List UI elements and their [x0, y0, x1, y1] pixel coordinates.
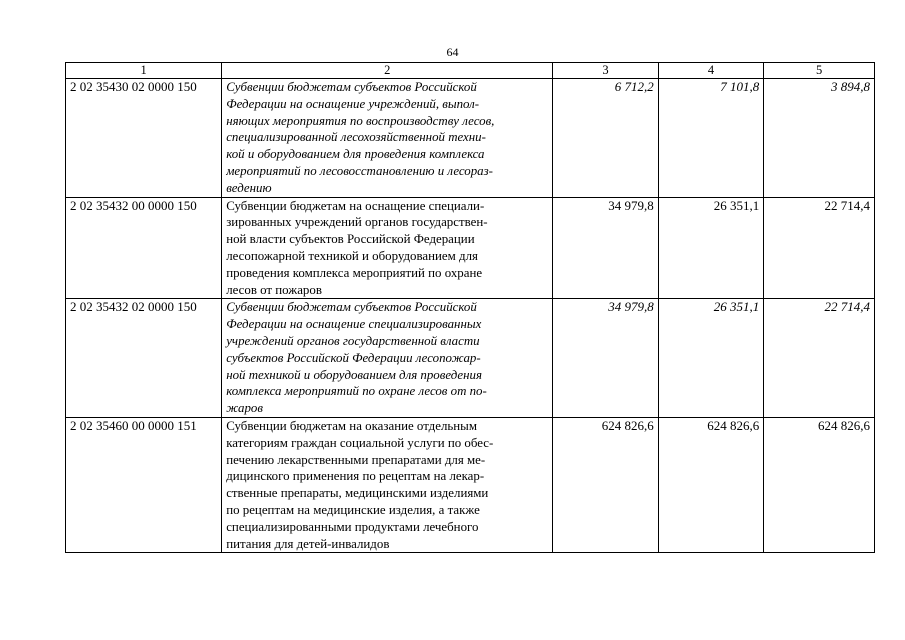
description-line: ведению [226, 180, 272, 195]
value-col-5: 22 714,4 [764, 197, 875, 299]
description-line: категориям граждан социальной услуги по обес- [226, 435, 494, 450]
description-line: субъектов Российской Федерации лесопожар- [226, 350, 481, 365]
description [222, 197, 553, 299]
budget-code: 2 02 35430 02 0000 150 [66, 79, 222, 198]
value-col-3: 6 712,2 [553, 79, 659, 198]
budget-code: 2 02 35432 00 0000 150 [66, 197, 222, 299]
value-col-3: 624 826,6 [553, 417, 659, 552]
description-line: Субвенции бюджетам субъектов Российской [226, 80, 477, 94]
description-line: Субвенции бюджетам на оказание отдельным [226, 418, 477, 433]
description-line: кой и оборудованием для проведения комплекса [226, 147, 485, 162]
description-line: Федерации на оснащение специализированных [226, 317, 482, 332]
description-line: питания для детей-инвалидов [226, 536, 390, 551]
description-line: Федерации на оснащение учреждений, выпол- [226, 96, 480, 111]
budget-code: 2 02 35460 00 0000 151 [66, 417, 222, 552]
description-line: мероприятий по лесовосстановлению и лесораз- [226, 163, 493, 178]
description-line: няющих мероприятия по воспроизводству лесов, [226, 113, 495, 128]
value-col-4: 7 101,8 [658, 79, 764, 198]
table-row [66, 79, 875, 198]
page-number: 64 [446, 45, 459, 59]
value-col-4: 26 351,1 [658, 299, 764, 418]
table-row [66, 197, 875, 299]
value-col-5: 624 826,6 [764, 417, 875, 552]
budget-table [65, 62, 875, 553]
budget-code: 2 02 35432 02 0000 150 [66, 299, 222, 418]
value-col-4: 624 826,6 [658, 417, 764, 552]
description-line: ной власти субъектов Российской Федерации [226, 232, 475, 247]
column-header-3: 3 [553, 63, 659, 79]
column-header-5: 5 [764, 63, 875, 79]
value-col-3: 34 979,8 [553, 197, 659, 299]
column-header-4: 4 [658, 63, 764, 79]
description-line: лесов от пожаров [226, 282, 322, 297]
description-line: специализированными продуктами лечебного [226, 519, 479, 534]
description-line: Субвенции бюджетам субъектов Российской [226, 300, 477, 315]
value-col-4: 26 351,1 [658, 197, 764, 299]
description-line: специализированной лесохозяйственной техни- [226, 130, 486, 145]
column-header-2: 2 [222, 63, 553, 79]
description-line: жаров [226, 401, 263, 416]
table-row [66, 417, 875, 552]
column-header-1: 1 [66, 63, 222, 79]
description-line: печению лекарственными препаратами для ме- [226, 452, 486, 467]
value-col-3: 34 979,8 [553, 299, 659, 418]
description-line: дицинского применения по рецептам на лекар- [226, 469, 485, 484]
description [222, 299, 553, 418]
table-row [66, 299, 875, 418]
value-col-5: 22 714,4 [764, 299, 875, 418]
description-line: Субвенции бюджетам на оснащение специали- [226, 198, 485, 213]
description-line: лесопожарной техникой и оборудованием для [226, 248, 478, 263]
value-col-5: 3 894,8 [764, 79, 875, 198]
description [222, 417, 553, 552]
description-line: комплекса мероприятий по охране лесов от по- [226, 384, 487, 399]
description-line: зированных учреждений органов государствен- [226, 215, 488, 230]
description-line: по рецептам на медицинские изделия, а также [226, 502, 480, 517]
header-row [66, 63, 875, 79]
description-line: учреждений органов государственной власти [226, 333, 480, 348]
description-line: проведения комплекса мероприятий по охране [226, 265, 483, 280]
description [222, 79, 553, 198]
description-line: ственные препараты, медицинскими изделиями [226, 486, 489, 501]
description-line: ной техникой и оборудованием для проведения [226, 367, 482, 382]
